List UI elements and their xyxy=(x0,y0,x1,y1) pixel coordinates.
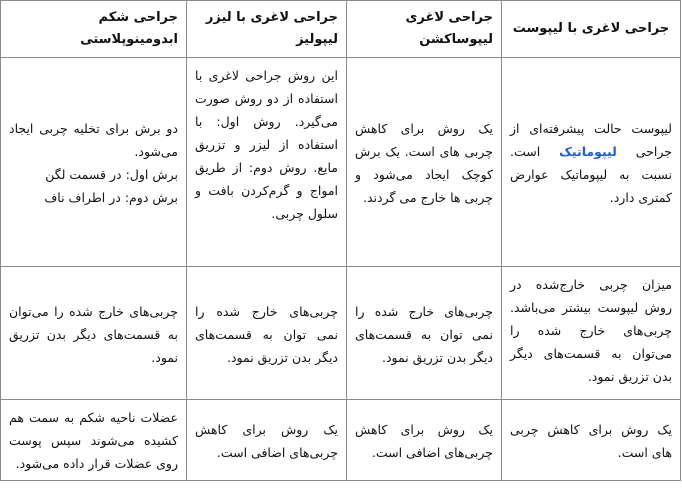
cell-text: عضلات ناحیه شکم به سمت هم کشیده می‌شوند سپس پوست روی عضلات قرار داده می‌شود. xyxy=(9,410,178,471)
header-line: جراحی لاغری با لیپوست xyxy=(512,21,670,36)
table-cell xyxy=(502,400,681,481)
table-cell xyxy=(347,58,502,267)
header-abdominoplasty xyxy=(1,1,187,58)
table-cell xyxy=(1,267,187,400)
table-row xyxy=(1,400,681,481)
cell-text: یک روش برای کاهش چربی های است. یک برش کوچک ایجاد می‌شود و چربی ها خارج می گردند. xyxy=(355,121,493,205)
cell-text-part: لیپوست حالت پیشرفته‌ای از جراحی xyxy=(510,121,672,159)
header-line: جراحی شکم xyxy=(98,10,178,25)
cell-line: دو برش برای تخلیه چربی ایجاد می‌شود. xyxy=(9,121,178,159)
header-liposuction xyxy=(347,1,502,58)
header-laser-lipolysis xyxy=(187,1,347,58)
table-cell xyxy=(347,267,502,400)
table-row xyxy=(1,58,681,267)
cell-line: برش دوم: در اطراف ناف xyxy=(44,190,178,205)
table-cell xyxy=(502,267,681,400)
table-cell xyxy=(187,267,347,400)
cell-text: چربی‌های خارج شده را نمی توان به قسمت‌های دیگر بدن تزریق نمود. xyxy=(195,303,338,365)
cell-text: چربی‌های خارج شده را می‌توان به قسمت‌های دیگر بدن تزریق نمود. xyxy=(9,303,178,365)
table-cell xyxy=(502,58,681,267)
cell-text: یک روش برای کاهش چربی های است. xyxy=(510,422,672,460)
cell-line: برش اول: در قسمت لگن xyxy=(45,167,178,182)
table-row xyxy=(1,267,681,400)
cell-text: میزان چربی خارج‌شده در روش لیپوست بیشتر می‌باشد. چربی‌های خارج شده را می‌توان به قسمت‌های دیگر بدن تزریق نمود. xyxy=(510,277,672,384)
cell-text: این روش جراحی لاغری با استفاده از دو روش صورت می‌گیرد. روش اول: با استفاده از لیزر و تزریق مایع. روش دوم: از طریق امواج و گرم‌کردن بافت و سلول چربی. xyxy=(195,68,338,221)
header-row xyxy=(1,1,681,58)
header-liposet xyxy=(502,1,681,58)
table-cell xyxy=(187,58,347,267)
table-cell xyxy=(187,400,347,481)
table-cell xyxy=(1,58,187,267)
table-cell xyxy=(1,400,187,481)
header-line: لیپولیز xyxy=(296,32,338,47)
cell-text: یک روش برای کاهش چربی‌های اضافی است. xyxy=(355,422,493,460)
header-line: جراحی لاغری xyxy=(405,10,493,25)
header-line: جراحی لاغری با لیزر xyxy=(205,10,338,25)
cell-text xyxy=(510,117,672,209)
cell-text: یک روش برای کاهش چربی‌های اضافی است. xyxy=(195,422,338,460)
header-line: ابدومینوپلاستی xyxy=(80,32,178,47)
table-cell xyxy=(347,400,502,481)
cell-text: چربی‌های خارج شده را نمی توان به قسمت‌های دیگر بدن تزریق نمود. xyxy=(355,303,493,365)
lipomatic-link[interactable]: لیپوماتیک xyxy=(559,144,617,159)
cell-text-part: است. نسبت به لیپوماتیک عوارض کمتری دارد. xyxy=(510,144,672,205)
header-line: لیپوساکشن xyxy=(419,32,493,47)
